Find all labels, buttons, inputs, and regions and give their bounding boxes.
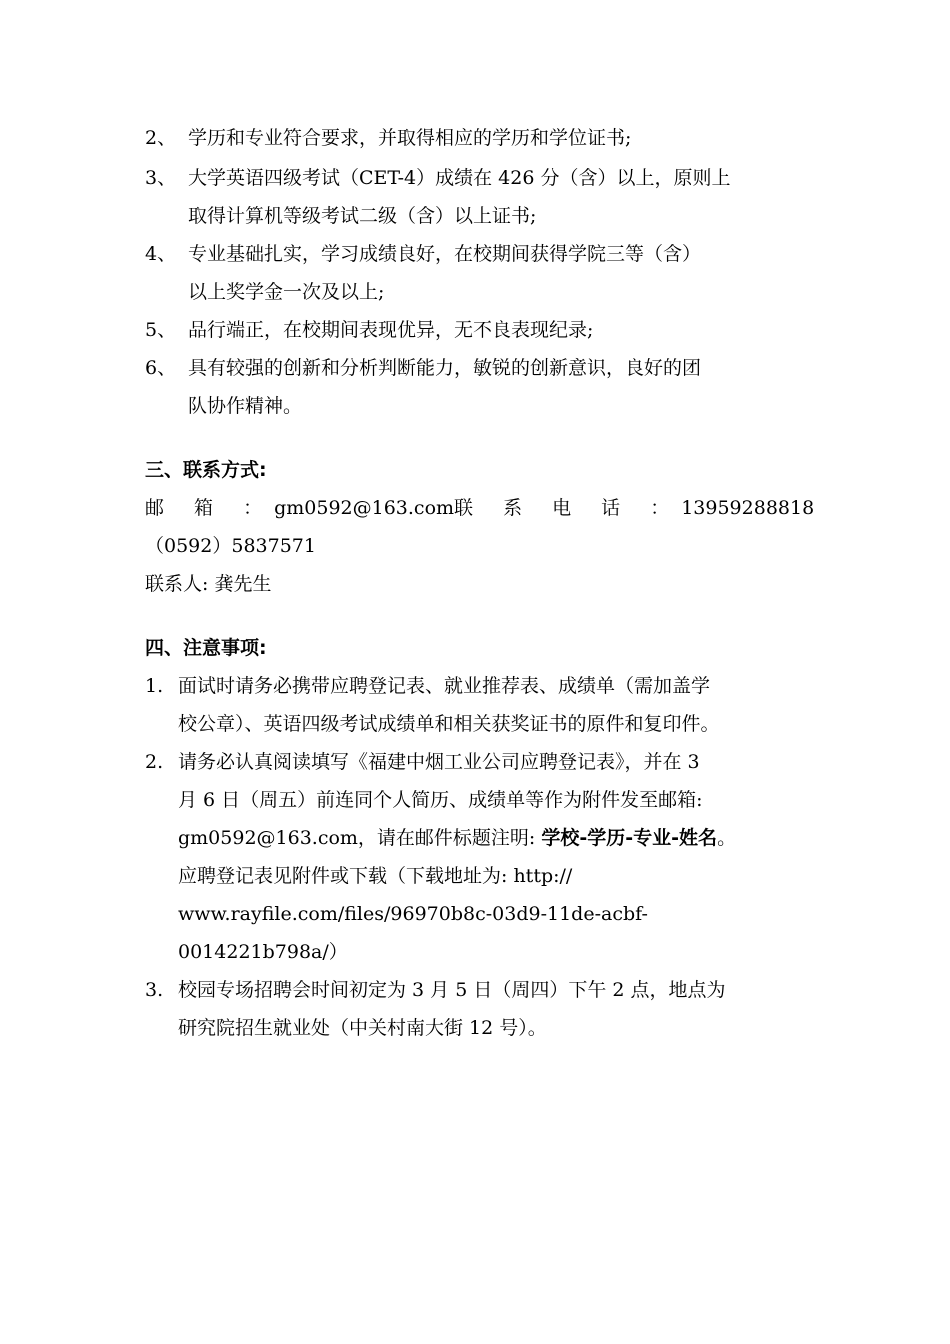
list-number: 2、 (145, 127, 177, 149)
list-item-text: 队协作精神。 (188, 395, 303, 417)
phone-label: 联 系 电 话 ： (454, 497, 682, 519)
list-item-text: 面试时请务必携带应聘登记表、就业推荐表、成绩单（需加盖学 (178, 675, 711, 697)
list-item-text: 具有较强的创新和分析判断能力，敏锐的创新意识，良好的团 (188, 357, 702, 379)
list-item-text: 校公章）、英语四级考试成绩单和相关获奖证书的原件和复印件。 (178, 713, 720, 735)
list-item-text: 品行端正，在校期间表现优异，无不良表现纪录; (188, 319, 594, 341)
list-item-text: 校园专场招聘会时间初定为 3 月 5 日（周四）下午 2 点，地点为 (178, 979, 726, 1001)
list-item-text: 月 6 日（周五）前连同个人简历、成绩单等作为附件发至邮箱: (178, 789, 703, 811)
download-url: 0014221b798a/） (178, 941, 348, 963)
list-number: 6、 (145, 357, 177, 379)
email-label: 邮 箱 ： (145, 497, 275, 519)
email-inline: gm0592@163.com，请在邮件标题注明: (178, 827, 542, 849)
list-item-text: 大学英语四级考试（CET-4）成绩在 426 分（含）以上，原则上 (188, 167, 731, 189)
section-heading-notes: 四、注意事项: (145, 637, 267, 659)
list-item-text: 取得计算机等级考试二级（含）以上证书; (188, 205, 537, 227)
contact-row (145, 495, 815, 521)
list-number: 3. (145, 979, 164, 1001)
list-number: 4、 (145, 243, 177, 265)
list-number: 1. (145, 675, 164, 697)
phone-value-2: （0592）5837571 (145, 535, 316, 557)
list-item-text: 请务必认真阅读填写《福建中烟工业公司应聘登记表》，并在 3 (178, 751, 700, 773)
subject-format: 学校-学历-专业-姓名 (541, 827, 718, 849)
email-value: gm0592@163.com (274, 497, 455, 519)
list-item-text: 学历和专业符合要求，并取得相应的学历和学位证书; (188, 127, 632, 149)
list-number: 3、 (145, 167, 177, 189)
list-number: 2. (145, 751, 164, 773)
section-heading-contact: 三、联系方式: (145, 459, 267, 481)
phone-value: 13959288818 (681, 497, 815, 519)
list-item-text: 以上奖学金一次及以上; (188, 281, 385, 303)
list-item-text (178, 825, 736, 851)
list-item-text: 研究院招生就业处（中关村南大街 12 号）。 (178, 1017, 547, 1039)
list-item-text: 专业基础扎实，学习成绩良好，在校期间获得学院三等（含） (188, 243, 702, 265)
list-item-text: 应聘登记表见附件或下载（下载地址为: http:// (178, 865, 573, 887)
download-url: www.rayfile.com/files/96970b8c-03d9-11de-acbf- (178, 903, 648, 925)
period: 。 (717, 827, 737, 849)
list-number: 5、 (145, 319, 177, 341)
contact-person: 联系人: 龚先生 (145, 573, 272, 595)
